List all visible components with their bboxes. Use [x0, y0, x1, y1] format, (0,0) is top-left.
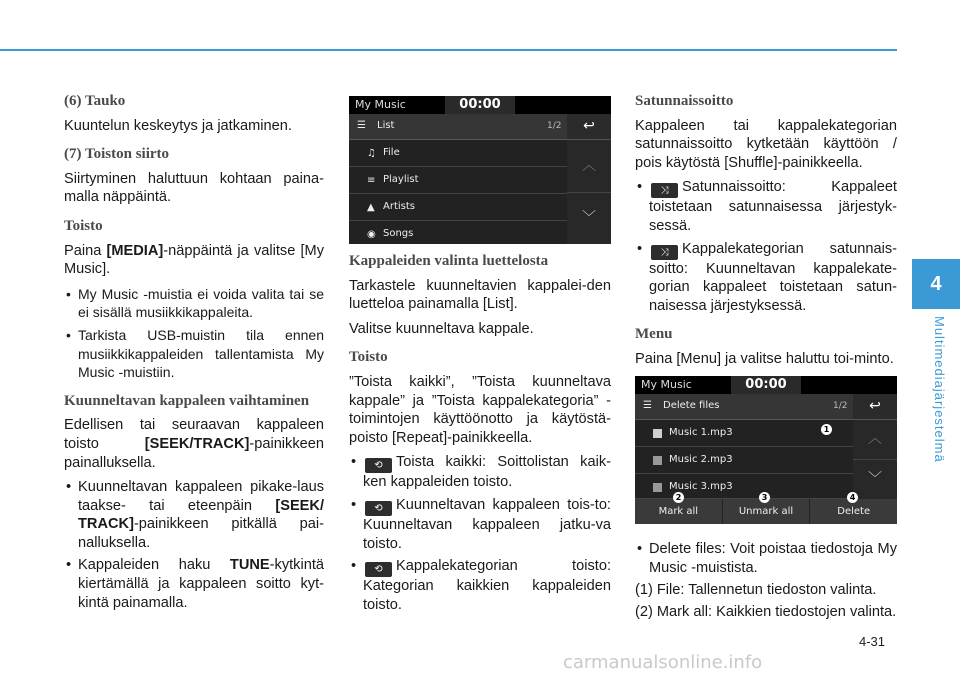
column-3 [635, 92, 897, 375]
watermark: carmanualsonline.info [563, 652, 763, 673]
artist-icon: ▲ [367, 202, 375, 213]
shuffle-category-icon: ⤨ [651, 245, 678, 260]
delete-header [635, 394, 897, 420]
heading-play: Toisto [64, 217, 103, 234]
callout-3: 3 [759, 492, 770, 503]
list-item: • ⤨ Kappalekategorian satunnais-soitto: Kuunneltavan kappalekate-gorian kappaleet toistetaan satun-naisessa järjestyksessä. [649, 240, 897, 316]
repeat-all-icon: ⟲ [365, 458, 392, 473]
heading-shuffle: Satunnaissoitto [635, 93, 734, 109]
list-item: • Kappaleiden haku TUNE-kytkintä kiertämällä ja kappaleen soitto kyt-kintä painamalla. [78, 556, 324, 612]
list-item[interactable]: ◉ Songs [349, 221, 567, 244]
screen-clock: 00:00 [731, 376, 801, 394]
file-row[interactable]: Music 1.mp3 [635, 420, 853, 447]
text-list-1: Tarkastele kuunneltavien kappalei-den luetteloa painamalla [List]. [349, 277, 611, 313]
text-repeat: ”Toista kaikki”, ”Toista kuunneltava kappale” ja ”Toista kappalekategoria” -toimintojen käyttöönotto ja käytöstä-poisto [Repeat]-painikkeella. [349, 373, 611, 446]
column-2 [349, 252, 611, 618]
text-seek: Siirtyminen haluttuun kohtaan paina-malla näppäintä. [64, 170, 324, 206]
heading-repeat: Toisto [349, 349, 388, 366]
repeat-modes [349, 453, 611, 614]
chapter-title: Multimediajärjestelmä [932, 316, 947, 463]
page-indicator: 1/2 [833, 401, 848, 411]
callout-2: 2 [673, 492, 684, 503]
chapter-tab: 4 [912, 259, 960, 309]
text-pause: Kuuntelun keskeytys ja jatkaminen. [64, 117, 292, 134]
top-rule [0, 49, 897, 51]
text-list-2: Valitse kuunneltava kappale. [349, 320, 534, 337]
list-item: • Delete files: Voit poistaa tiedostoja My Music -muistista. [649, 540, 897, 577]
screen-titlebar [635, 376, 897, 394]
screen-title: My Music [641, 378, 692, 391]
scroll-down-icon[interactable]: ﹀ [567, 193, 611, 244]
screen-delete-files [635, 376, 897, 524]
file-row[interactable]: Music 3.mp3 [635, 474, 853, 499]
heading-list-select: Kappaleiden valinta luettelosta [349, 253, 549, 269]
delete-button[interactable]: Delete [837, 506, 871, 517]
list-item: • ⟲ Kuunneltavan kappaleen tois-to: Kuunneltavan kappaleen jatku-va toisto. [363, 496, 611, 553]
list-item[interactable]: ♫ File [349, 140, 567, 167]
text-change-track: Edellisen tai seuraavan kappaleen toisto [SEEK/TRACK]-painikkeen painalluksella. [64, 417, 324, 471]
page-number: 4-31 [859, 634, 886, 649]
list-item: • Tarkista USB-muistin tila ennen musiikkikappaleiden tallentamista My Music -muistiin. [78, 326, 324, 382]
list-icon: ☰ [357, 120, 366, 131]
callout-4: 4 [847, 492, 858, 503]
text-menu: Paina [Menu] ja valitse haluttu toi-minto. [635, 350, 894, 367]
list-item[interactable]: ≡ Playlist [349, 167, 567, 194]
page-indicator: 1/2 [547, 121, 562, 131]
file-row[interactable]: Music 2.mp3 [635, 447, 853, 474]
category-list [349, 140, 567, 244]
screen-list [349, 96, 611, 244]
heading-menu: Menu [635, 326, 673, 343]
screen-title: My Music [355, 98, 406, 111]
file-list [635, 420, 853, 499]
screen-clock: 00:00 [445, 96, 515, 114]
list-item: • My Music -muistia ei voida valita tai se ei sisällä musiikkikappaleita. [78, 285, 324, 322]
mark-all-button[interactable]: Mark all [635, 499, 723, 524]
scroll-up-icon[interactable]: ︿ [853, 420, 897, 460]
shuffle-icon: ⤨ [651, 183, 678, 198]
column-1 [64, 92, 324, 616]
list-icon: ☰ [643, 400, 652, 411]
list-item: • ⤨ Satunnaissoitto: Kappaleet toistetaan satunnaisessa järjestyk-sessä. [649, 178, 897, 235]
shuffle-modes [635, 178, 897, 315]
repeat-one-icon: ⟲ [365, 501, 392, 516]
change-track-notes [64, 478, 324, 612]
heading-seek: (7) Toiston siirto [64, 146, 170, 163]
column-3-bottom [635, 540, 897, 624]
play-notes [64, 285, 324, 382]
repeat-category-icon: ⟲ [365, 562, 392, 577]
text-play: Paina [MEDIA]-näppäintä ja valitse [My Music]. [64, 242, 324, 278]
list-item: • ⟲ Kappalekategorian toisto: Kategorian kaikkien kappaleiden toisto. [363, 557, 611, 614]
music-note-icon: ♫ [367, 148, 376, 159]
list-item: • Kuunneltavan kappaleen pikake-laus taakse- tai eteenpäin [SEEK/ TRACK]-painikkeen pitkällä pai-nalluksella. [78, 478, 324, 552]
numbered-item: (2) Mark all: Kaikkien tiedostojen valinta. [635, 603, 897, 620]
text-shuffle: Kappaleen tai kappalekategorian satunnaissoitto kytketään käyttöön / pois käytöstä [Shuffle]-painikkeella. [635, 117, 897, 171]
callout-1: 1 [821, 424, 832, 435]
back-icon[interactable]: ↩ [853, 394, 897, 419]
menu-notes [635, 540, 897, 577]
scroll-down-icon[interactable]: ﹀ [853, 460, 897, 499]
songs-icon: ◉ [367, 229, 376, 240]
checkbox-icon[interactable] [653, 456, 662, 465]
list-header [349, 114, 611, 140]
playlist-icon: ≡ [367, 175, 376, 186]
checkbox-icon[interactable] [653, 483, 662, 492]
numbered-item: (1) File: Tallennetun tiedoston valinta. [635, 582, 877, 599]
list-button[interactable]: List [377, 120, 395, 131]
unmark-all-button[interactable]: Unmark all [723, 499, 811, 524]
heading-pause: (6) Tauko [64, 93, 126, 109]
scroll-up-icon[interactable]: ︿ [567, 140, 611, 193]
screen-titlebar [349, 96, 611, 114]
list-item[interactable]: ▲ Artists [349, 194, 567, 221]
delete-files-label: Delete files [663, 400, 720, 411]
heading-change-track: Kuunneltavan kappaleen vaihtaminen [64, 392, 310, 409]
checked-box-icon[interactable] [653, 429, 662, 438]
back-icon[interactable]: ↩ [567, 114, 611, 139]
list-item: • ⟲ Toista kaikki: Soittolistan kaik-ken kappaleiden toisto. [363, 453, 611, 492]
